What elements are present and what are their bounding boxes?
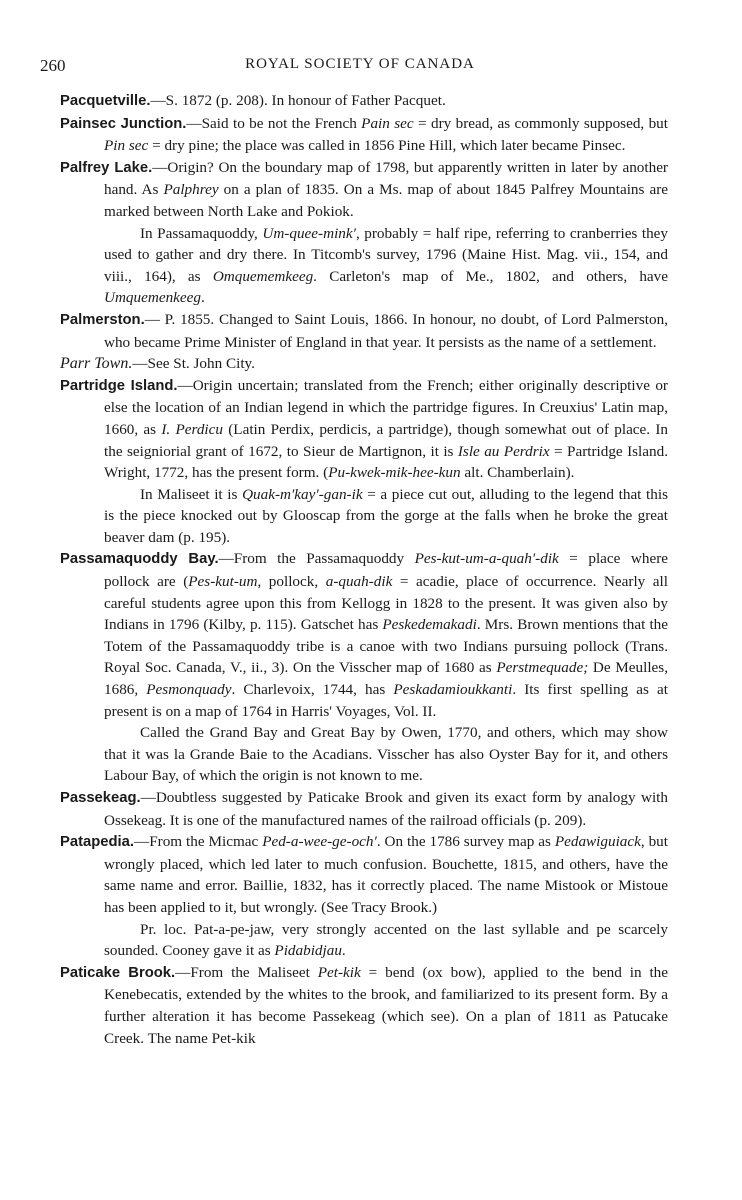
entry <box>60 831 668 918</box>
entry-text: . Carleton's map of Me., 1802, and others, have <box>313 267 669 285</box>
entry-headword: Patapedia. <box>60 834 135 851</box>
entry-headword: Passamaquoddy Bay. <box>60 551 219 568</box>
entry-text: Pr. loc. Pat-a-pe-jaw, very strongly accented on the last syllable and pe scarcely sounded. Cooney gave it as <box>104 920 668 960</box>
entry-continuation <box>60 484 668 549</box>
italic-term: Palphrey <box>163 181 219 199</box>
entry-text: —Origin uncertain; translated from the French; either originally descriptive or else the location of an Indian legend in which the partridge figures. In Creuxius' Latin map, 1660, as <box>104 376 668 438</box>
entry-text: . On the 1786 survey map as <box>376 833 555 851</box>
italic-term: Pain sec <box>361 114 414 132</box>
italic-term: Pes-kut-um-a-quah′-dik <box>414 550 559 568</box>
entry-text: = bend (ox bow), applied to the bend in the Kenebecatis, extended by the whites to the brook, and familiarized to its present form. By a further alteration it has become Passekeag (which see). On a plan of 1811 as Patucake Creek. The name Pet-kik <box>104 963 668 1047</box>
entry-text: . Its first spelling as at present is on a map of 1764 in Harris' Voyages, Vol. II. <box>104 681 669 720</box>
entry-text: —S. 1872 (p. 208). In honour of Father Pacquet. <box>150 92 446 109</box>
entry-headword: Pacquetville. <box>60 93 151 109</box>
running-title: ROYAL SOCIETY OF CANADA <box>245 56 475 72</box>
italic-term: Pes-kut-um <box>188 573 258 591</box>
italic-term: Pu-kwek-mik-hee-kun <box>328 464 461 482</box>
entry <box>60 90 668 113</box>
italic-term: Pidabidjau <box>274 942 342 960</box>
entry <box>60 787 668 831</box>
entry-continuation <box>60 722 668 787</box>
entry <box>60 309 668 353</box>
entry-text: = acadie, place of occurrence. Nearly all careful students agree upon this from Kellogg in 1828 to the present. It was given also by Indians in 1796 (Kilby, p. 115). Gatschet has <box>104 573 668 634</box>
entry-headword: Painsec Junction. <box>60 115 187 132</box>
entry-headword: Parr Town. <box>60 355 133 373</box>
entry <box>60 375 668 484</box>
entry-text: —See St. John City. <box>132 355 255 373</box>
entry-text: , pollock, <box>257 573 326 591</box>
entry-text: In Maliseet it is <box>140 485 243 503</box>
italic-term: Quak-m′kay′-gan-ik <box>242 485 363 503</box>
italic-term: Pedawiguiack <box>554 833 641 851</box>
entry-text: = Partridge Island. Wright, 1772, has the present form. ( <box>104 442 668 482</box>
entry <box>60 113 668 157</box>
italic-term: a-quah-dik <box>325 573 393 591</box>
italic-term: Umquemenkeeg <box>104 289 201 307</box>
page-number: 260 <box>40 56 66 75</box>
entry-text: alt. Chamberlain). <box>460 464 575 482</box>
entry-text: = a piece cut out, alluding to the legend that this is the piece knocked out by Glooscap from the gorge at the falls when he broke the great beaver dam (p. 195). <box>104 485 668 546</box>
entry-headword: Paticake Brook. <box>60 964 176 981</box>
italic-term: Pin sec <box>104 137 149 155</box>
italic-term: I. Perdicu <box>161 420 223 438</box>
entry-continuation <box>60 223 668 309</box>
italic-term: Isle au Perdrix <box>457 442 550 460</box>
entry-text: . Charlevoix, 1744, has <box>231 681 394 699</box>
entry-text: —From the Micmac <box>134 833 263 851</box>
entry-text: Called the Grand Bay and Great Bay by Owen, 1770, and others, which may show that it was la Grande Baie to the Acadians. Visscher has also Oyster Bay for it, and others Labour Bay, of which the origin is not known to me. <box>104 724 668 785</box>
entry-text: on a plan of 1835. On a Ms. map of about 1845 Palfrey Mountains are marked between North Lake and Pokiok. <box>104 181 669 220</box>
italic-term: Omquememkeeg <box>212 267 314 285</box>
entry-text: —Origin? On the boundary map of 1798, but apparently written in later by another hand. As <box>104 158 668 199</box>
italic-term: Perstmequade; <box>496 659 589 677</box>
entry-text: , probably = half ripe, referring to cranberries they used to gather and dry there. In Titcomb's survey, 1796 (Maine Hist. Mag. vii., 154, and viii., 164), as <box>104 224 669 285</box>
entry-text: De Meulles, 1686, <box>104 659 668 699</box>
page-header <box>40 56 680 78</box>
entry-continuation <box>60 919 668 962</box>
italic-term: Pesmonquady <box>146 681 232 699</box>
entry-text: —From the Passamaquoddy <box>218 550 415 568</box>
entry-text: —Said to be not the French <box>186 114 362 132</box>
italic-term: Peskadamioukkanti <box>393 681 513 699</box>
entry-text: . <box>200 289 205 307</box>
dictionary-entries <box>60 90 668 1049</box>
italic-term: Um-quee-mink′ <box>262 224 356 242</box>
entry-text: . Mrs. Brown mentions that the Totem of the Passamaquoddy tribe is a canoe with two Indians pursuing pollock (Trans. Royal Soc. Canada, V., ii., 3). On the Visscher map of 1680 as <box>104 616 668 677</box>
entry <box>60 353 668 375</box>
entry-headword: Passekeag. <box>60 790 141 806</box>
entry-headword: Partridge Island. <box>60 377 178 394</box>
entry-headword: Palmerston. <box>60 311 145 328</box>
entry-text: (Latin Perdix, perdicis, a partridge), though somewhat out of place. In the seigniorial grant of 1672, to Sieur de Martignon, it is <box>104 420 669 460</box>
italic-term: Pet-kik <box>317 963 361 981</box>
entry-text: = dry bread, as commonly supposed, but <box>413 114 668 132</box>
entry-text: = place where pollock are ( <box>104 550 668 591</box>
italic-term: Peskedemakadi <box>382 616 477 634</box>
entry <box>60 548 668 722</box>
entry <box>60 962 668 1049</box>
entry-text: In Passamaquoddy, <box>140 224 263 242</box>
entry-text: — P. 1855. Changed to Saint Louis, 1866. In honour, no doubt, of Lord Palmerston, who became Prime Minister of England in that year. It persists as the name of a settlement. <box>104 310 668 351</box>
entry-text: —From the Maliseet <box>175 963 318 981</box>
entry-text: . <box>341 942 346 960</box>
entry <box>60 157 668 223</box>
entry-headword: Palfrey Lake. <box>60 159 153 176</box>
entry-text: , but wrongly placed, which led later to much confusion. Bouchette, 1815, and others, have the same name and error. Baillie, 1832, has it correctly placed. The name Mistook or Mistoue has been applied to it, but wrongly. (See Tracy Brook.) <box>104 833 668 916</box>
entry-text: = dry pine; the place was called in 1856 Pine Hill, which later became Pinsec. <box>148 137 626 155</box>
entry-text: —Doubtless suggested by Paticake Brook and given its exact form by analogy with Ossekeag. It is one of the manufactured names of the railroad officials (p. 209). <box>104 789 668 829</box>
italic-term: Ped-a-wee-ge-och′ <box>262 833 377 851</box>
